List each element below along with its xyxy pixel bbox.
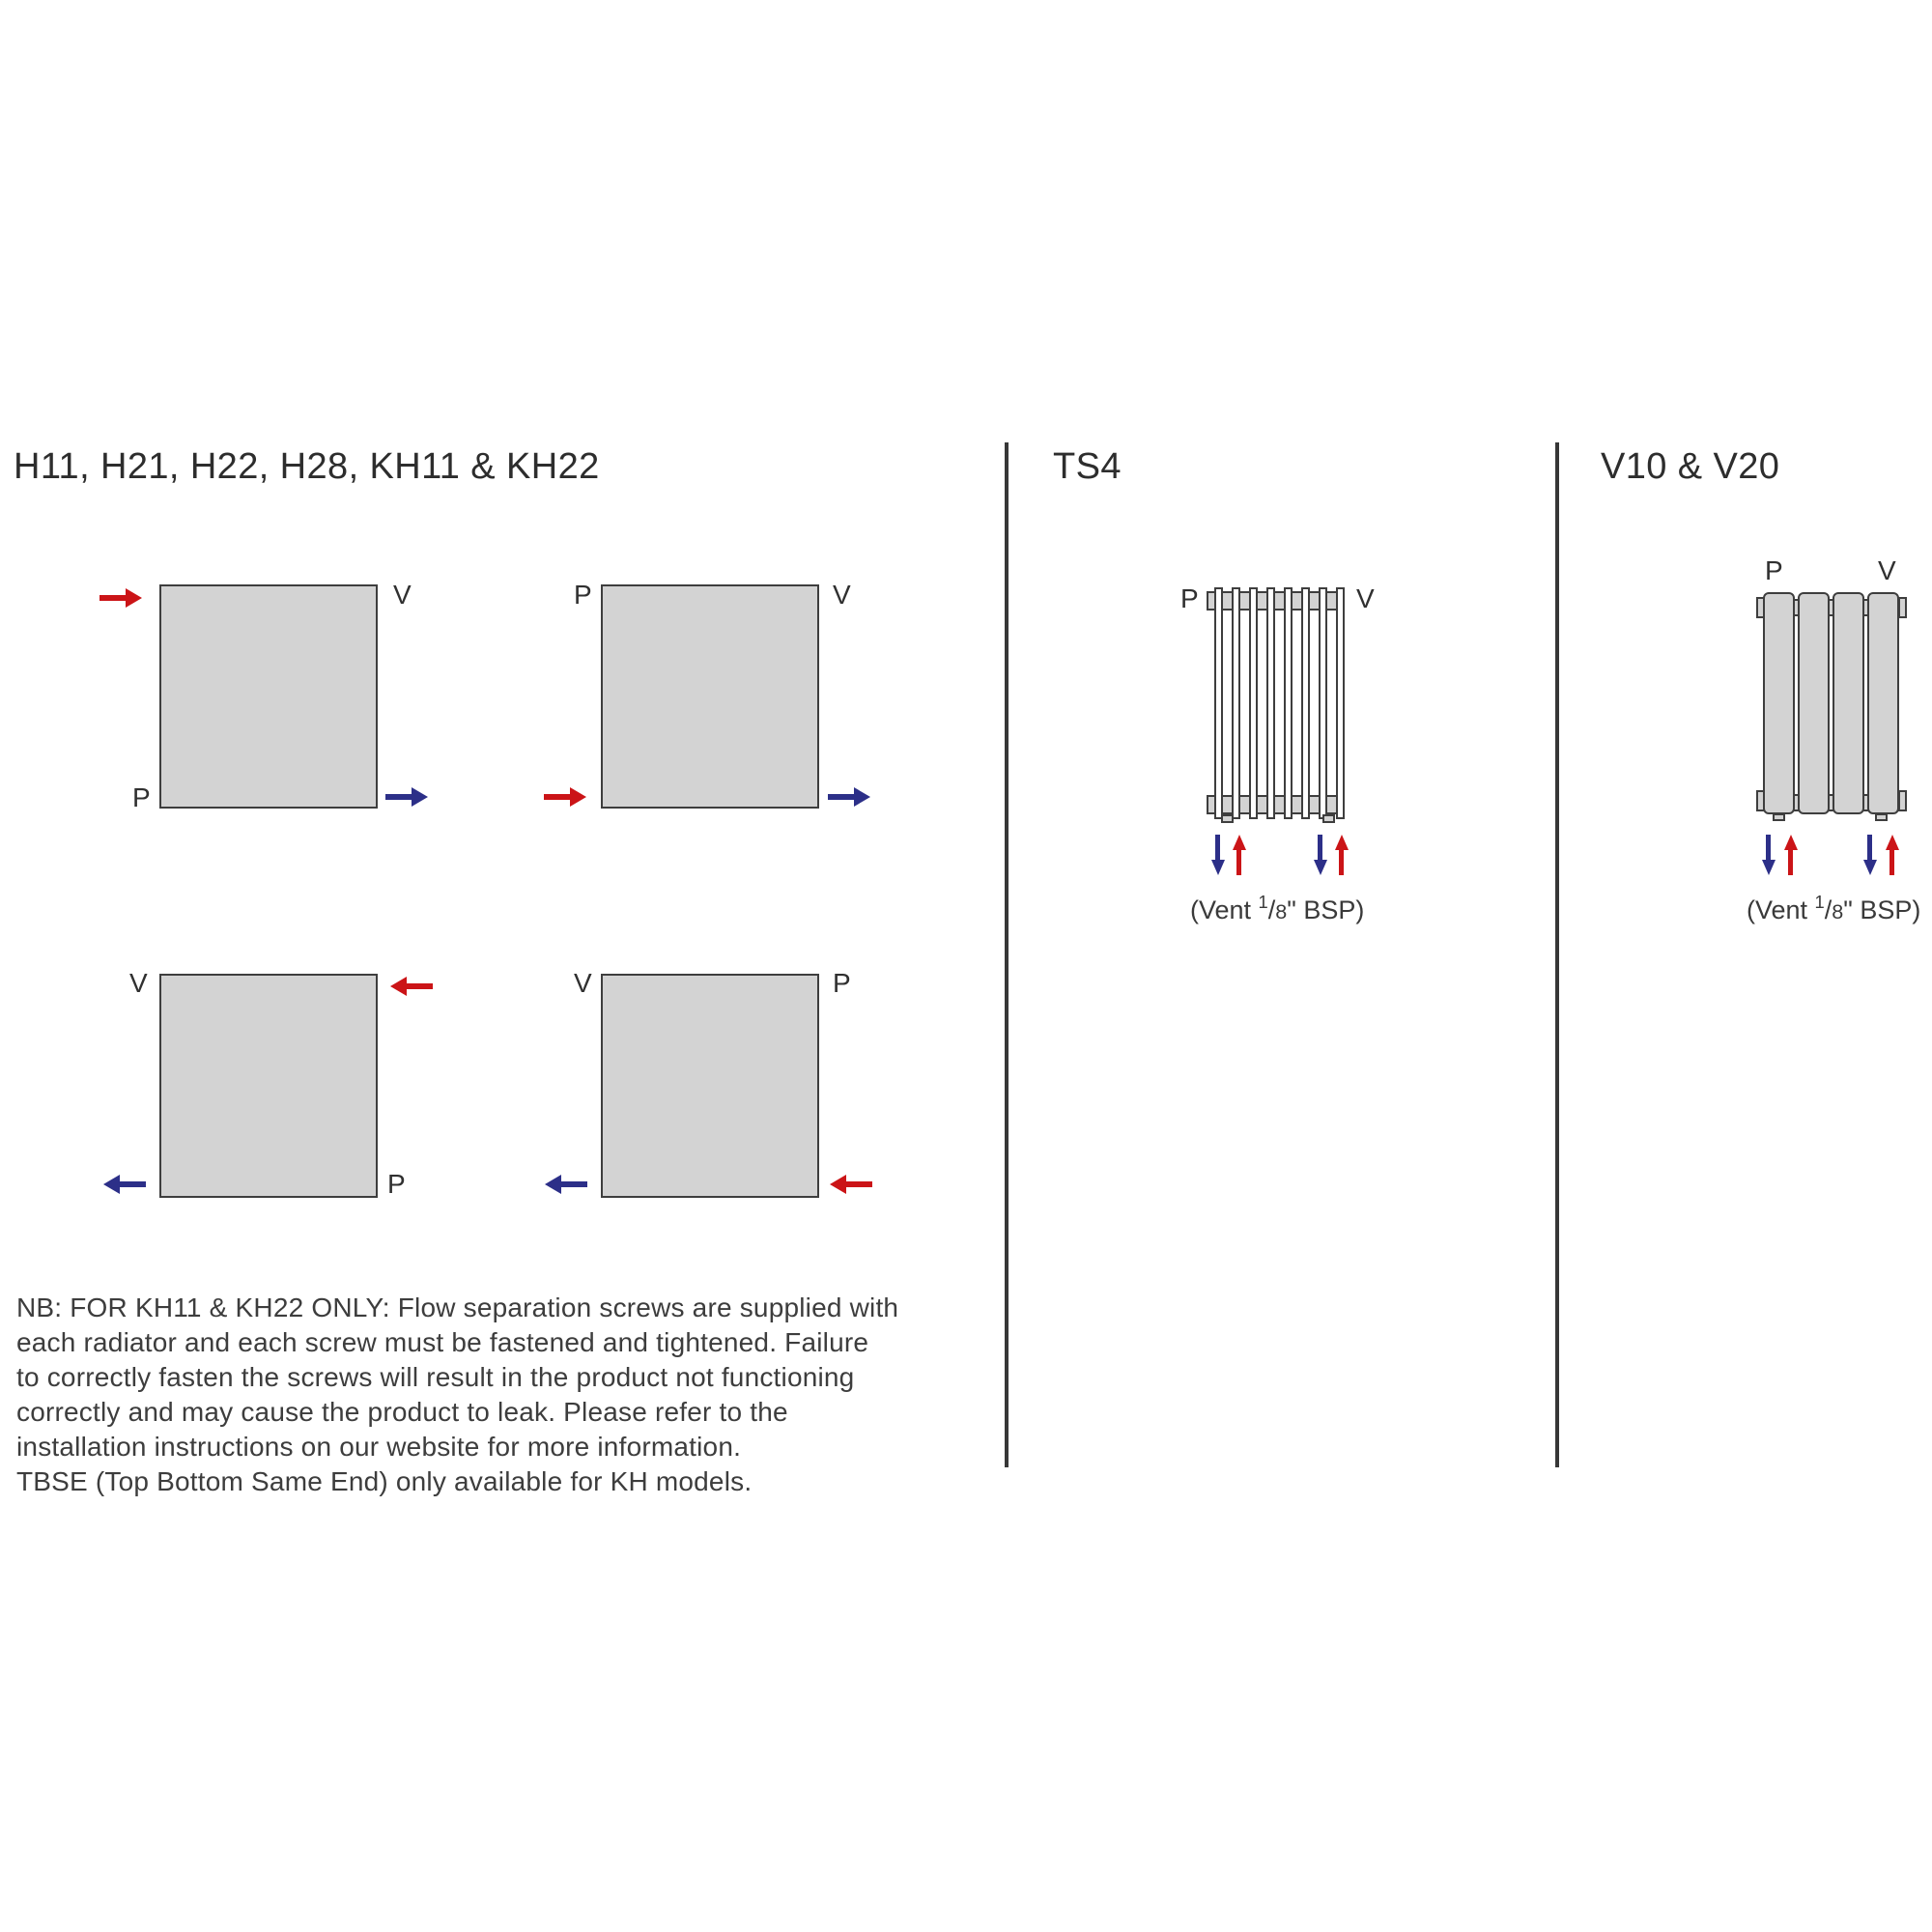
note-line: each radiator and each screw must be fastened and tightened. Failure xyxy=(16,1327,869,1357)
column-tube xyxy=(1249,587,1258,819)
bottom-tapping xyxy=(1322,814,1335,823)
note-line: correctly and may cause the product to leak. Please refer to the xyxy=(16,1397,788,1427)
return-down-arrow-icon xyxy=(1211,835,1225,875)
vent-label: V xyxy=(574,968,592,998)
flow-in-arrow-icon xyxy=(830,1175,872,1194)
flow-up-arrow-icon xyxy=(1886,835,1899,875)
pipe-label: P xyxy=(833,968,851,998)
vent-label: V xyxy=(1356,583,1375,613)
return-out-arrow-icon xyxy=(828,787,870,807)
flow-in-arrow-icon xyxy=(390,977,433,996)
vent-fraction-denominator: 8 xyxy=(1275,899,1288,923)
vent-note-prefix: (Vent xyxy=(1190,895,1259,924)
radiator-panel xyxy=(1763,592,1795,814)
radiator-panel xyxy=(1798,592,1830,814)
column-tube xyxy=(1336,587,1345,819)
ts4-radiator-illustration xyxy=(1207,587,1344,823)
radiator-panel xyxy=(1833,592,1864,814)
note-line: NB: FOR KH11 & KH22 ONLY: Flow separation screws are supplied with xyxy=(16,1293,899,1322)
side-tapping xyxy=(1898,790,1907,811)
flow-in-arrow-icon xyxy=(544,787,586,807)
pipe-label: P xyxy=(132,782,151,812)
vent-note-suffix: " BSP) xyxy=(1287,895,1365,924)
flow-up-arrow-icon xyxy=(1335,835,1349,875)
side-tapping xyxy=(1898,597,1907,618)
vent-label: V xyxy=(833,580,851,610)
pipe-label: P xyxy=(1180,583,1199,613)
section-divider-right xyxy=(1555,442,1559,1467)
column-tube xyxy=(1232,587,1240,819)
vent-note-suffix: " BSP) xyxy=(1843,895,1921,924)
vent-note-prefix: (Vent xyxy=(1747,895,1815,924)
bottom-tapping xyxy=(1875,813,1888,821)
radiator-panel-diagram-1 xyxy=(159,584,378,809)
return-down-arrow-icon xyxy=(1314,835,1327,875)
vent-size-note xyxy=(1747,890,1921,924)
note-line: installation instructions on our website for more information. xyxy=(16,1432,742,1462)
note-line: TBSE (Top Bottom Same End) only available for KH models. xyxy=(16,1466,753,1496)
vent-fraction-denominator: 8 xyxy=(1832,899,1844,923)
column-tube xyxy=(1214,587,1223,819)
v-radiator-illustration xyxy=(1756,592,1907,824)
section-title-v-models: V10 & V20 xyxy=(1601,446,1780,487)
return-out-arrow-icon xyxy=(385,787,428,807)
return-out-arrow-icon xyxy=(103,1175,146,1194)
vent-fraction-numerator: 1 xyxy=(1258,892,1268,912)
column-tube xyxy=(1301,587,1310,819)
bottom-tapping xyxy=(1773,813,1785,821)
vent-size-note xyxy=(1190,890,1365,924)
vent-fraction-slash: / xyxy=(1267,895,1276,924)
vent-label: V xyxy=(393,580,412,610)
flow-up-arrow-icon xyxy=(1784,835,1798,875)
vent-label: V xyxy=(1878,555,1896,585)
section-title-horizontal-models: H11, H21, H22, H28, KH11 & KH22 xyxy=(14,446,600,487)
radiator-panel-diagram-3 xyxy=(159,974,378,1198)
flow-up-arrow-icon xyxy=(1233,835,1246,875)
radiator-panel-diagram-4 xyxy=(601,974,819,1198)
vent-fraction-numerator: 1 xyxy=(1814,892,1825,912)
vent-fraction-slash: / xyxy=(1824,895,1833,924)
section-divider-left xyxy=(1005,442,1009,1467)
bottom-tapping xyxy=(1221,814,1234,823)
column-tube xyxy=(1284,587,1293,819)
section-title-ts4: TS4 xyxy=(1053,446,1122,487)
installation-note xyxy=(16,1291,898,1499)
flow-in-arrow-icon xyxy=(99,588,142,608)
pipe-label: P xyxy=(1765,555,1783,585)
column-tube xyxy=(1319,587,1327,819)
return-out-arrow-icon xyxy=(545,1175,587,1194)
radiator-panel xyxy=(1867,592,1899,814)
pipe-label: P xyxy=(387,1169,406,1199)
vent-label: V xyxy=(129,968,148,998)
pipe-label: P xyxy=(574,580,592,610)
return-down-arrow-icon xyxy=(1762,835,1776,875)
radiator-panel-diagram-2 xyxy=(601,584,819,809)
column-tube xyxy=(1266,587,1275,819)
return-down-arrow-icon xyxy=(1863,835,1877,875)
note-line: to correctly fasten the screws will result in the product not functioning xyxy=(16,1362,855,1392)
